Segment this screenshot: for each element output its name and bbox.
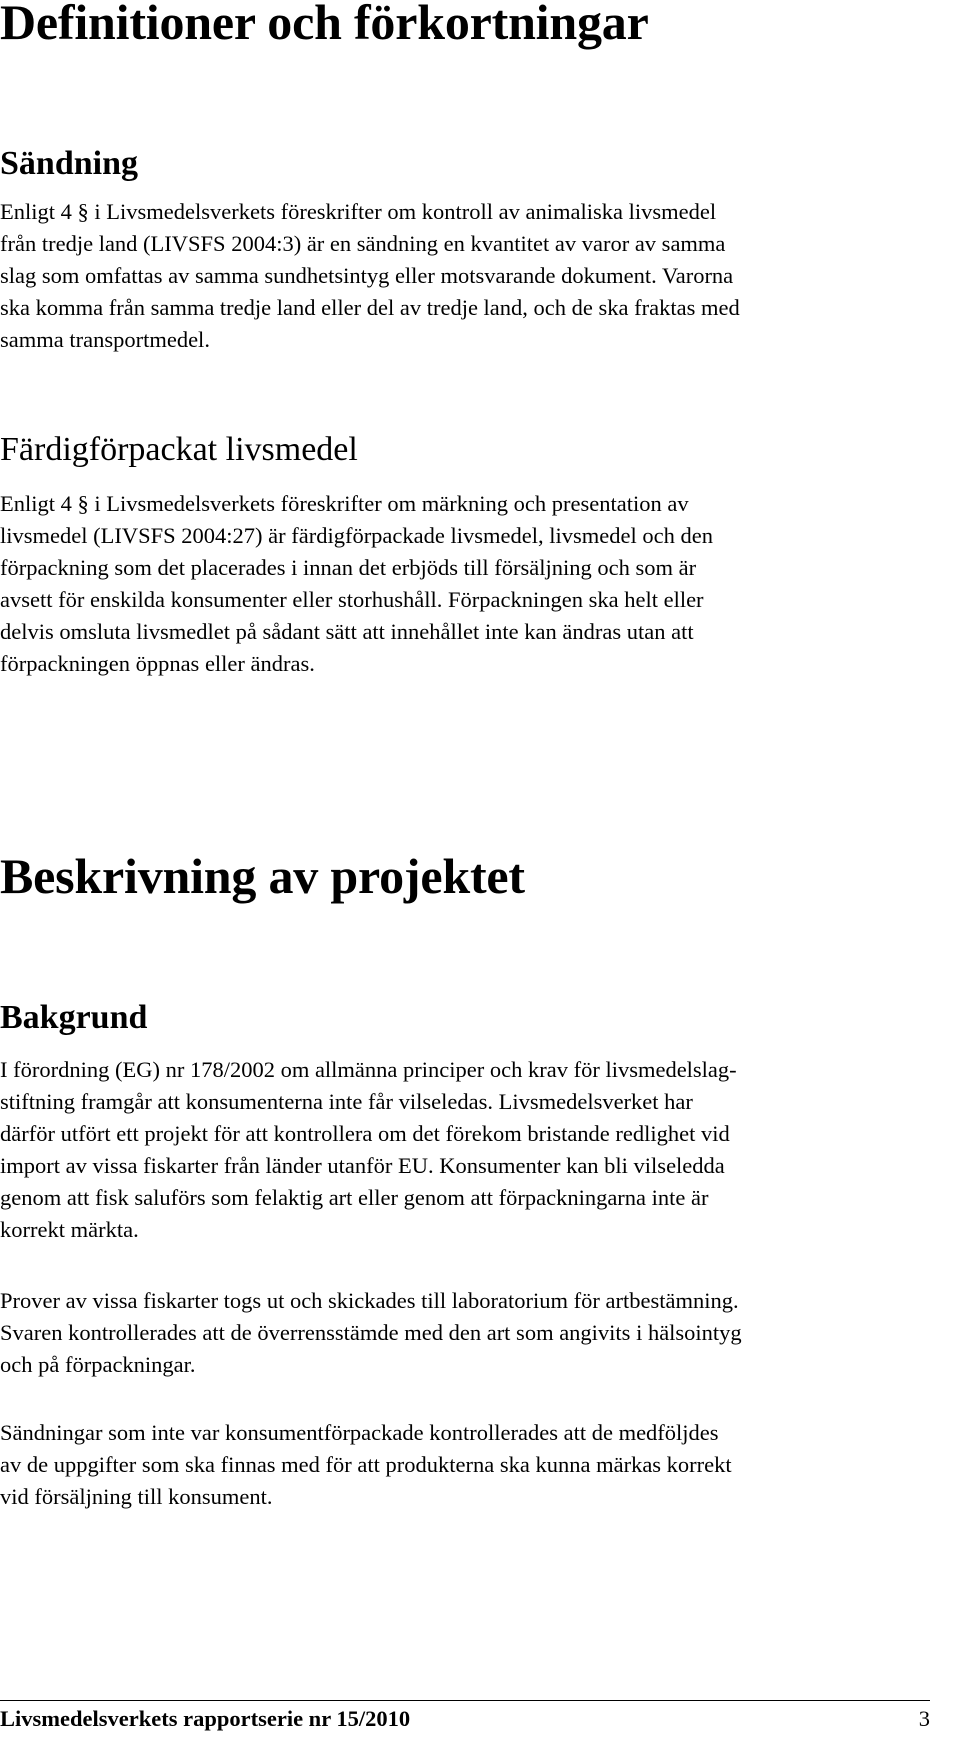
text-line: samma transportmedel. bbox=[0, 327, 210, 352]
text-line: Enligt 4 § i Livsmedelsverkets föreskrifter om märkning och presentation av bbox=[0, 491, 689, 516]
page-title-definitioner: Definitioner och förkortningar bbox=[0, 0, 649, 50]
text-line: från tredje land (LIVSFS 2004:3) är en sändning en kvantitet av varor av samma bbox=[0, 231, 726, 256]
text-line: Svaren kontrollerades att de överrensstämde med den art som angivits i hälsointyg bbox=[0, 1320, 742, 1345]
paragraph-bakgrund-2 bbox=[0, 1285, 948, 1381]
paragraph-fardigforpackat bbox=[0, 488, 948, 680]
text-line: av de uppgifter som ska finnas med för att produkterna ska kunna märkas korrekt bbox=[0, 1452, 732, 1477]
text-line: stiftning framgår att konsumenterna inte får vilseledas. Livsmedelsverket har bbox=[0, 1089, 693, 1114]
paragraph-bakgrund-3 bbox=[0, 1417, 948, 1513]
section-heading-bakgrund: Bakgrund bbox=[0, 999, 148, 1036]
section-heading-fardigforpackat: Färdigförpackat livsmedel bbox=[0, 431, 358, 468]
text-line: Sändningar som inte var konsumentförpackade kontrollerades att de medföljdes bbox=[0, 1420, 719, 1445]
text-line: förpackningen öppnas eller ändras. bbox=[0, 651, 315, 676]
text-line: import av vissa fiskarter från länder utanför EU. Konsumenter kan bli vilseledda bbox=[0, 1153, 725, 1178]
text-line: livsmedel (LIVSFS 2004:27) är färdigförpackade livsmedel, livsmedel och den bbox=[0, 523, 713, 548]
footer-report-series: Livsmedelsverkets rapportserie nr 15/2010 bbox=[0, 1706, 411, 1731]
text-line: genom att fisk saluförs som felaktig art eller genom att förpackningarna inte är bbox=[0, 1185, 709, 1210]
text-line: Enligt 4 § i Livsmedelsverkets föreskrifter om kontroll av animaliska livsmedel bbox=[0, 199, 717, 224]
section-heading-sandning: Sändning bbox=[0, 145, 138, 182]
text-line: vid försäljning till konsument. bbox=[0, 1484, 273, 1509]
footer-page-number: 3 bbox=[918, 1706, 930, 1731]
text-line: korrekt märkta. bbox=[0, 1217, 139, 1242]
text-line: delvis omsluta livsmedlet på sådant sätt att innehållet inte kan ändras utan att bbox=[0, 619, 694, 644]
text-line: därför utfört ett projekt för att kontrollera om det förekom bristande redlighet vid bbox=[0, 1121, 730, 1146]
text-line: och på förpackningar. bbox=[0, 1352, 196, 1377]
text-line: slag som omfattas av samma sundhetsintyg eller motsvarande dokument. Varorna bbox=[0, 263, 734, 288]
text-line: Prover av vissa fiskarter togs ut och skickades till laboratorium för artbestämning. bbox=[0, 1288, 739, 1313]
text-line: I förordning (EG) nr 178/2002 om allmänna principer och krav för livsmedelslag- bbox=[0, 1057, 737, 1082]
text-line: förpackning som det placerades i innan det erbjöds till försäljning och som är bbox=[0, 555, 697, 580]
page-title-beskrivning: Beskrivning av projektet bbox=[0, 848, 525, 904]
paragraph-sandning bbox=[0, 196, 948, 356]
text-line: avsett för enskilda konsumenter eller storhushåll. Förpackningen ska helt eller bbox=[0, 587, 704, 612]
paragraph-bakgrund-1 bbox=[0, 1054, 948, 1246]
footer-divider bbox=[0, 1700, 930, 1701]
text-line: ska komma från samma tredje land eller del av tredje land, och de ska fraktas med bbox=[0, 295, 740, 320]
